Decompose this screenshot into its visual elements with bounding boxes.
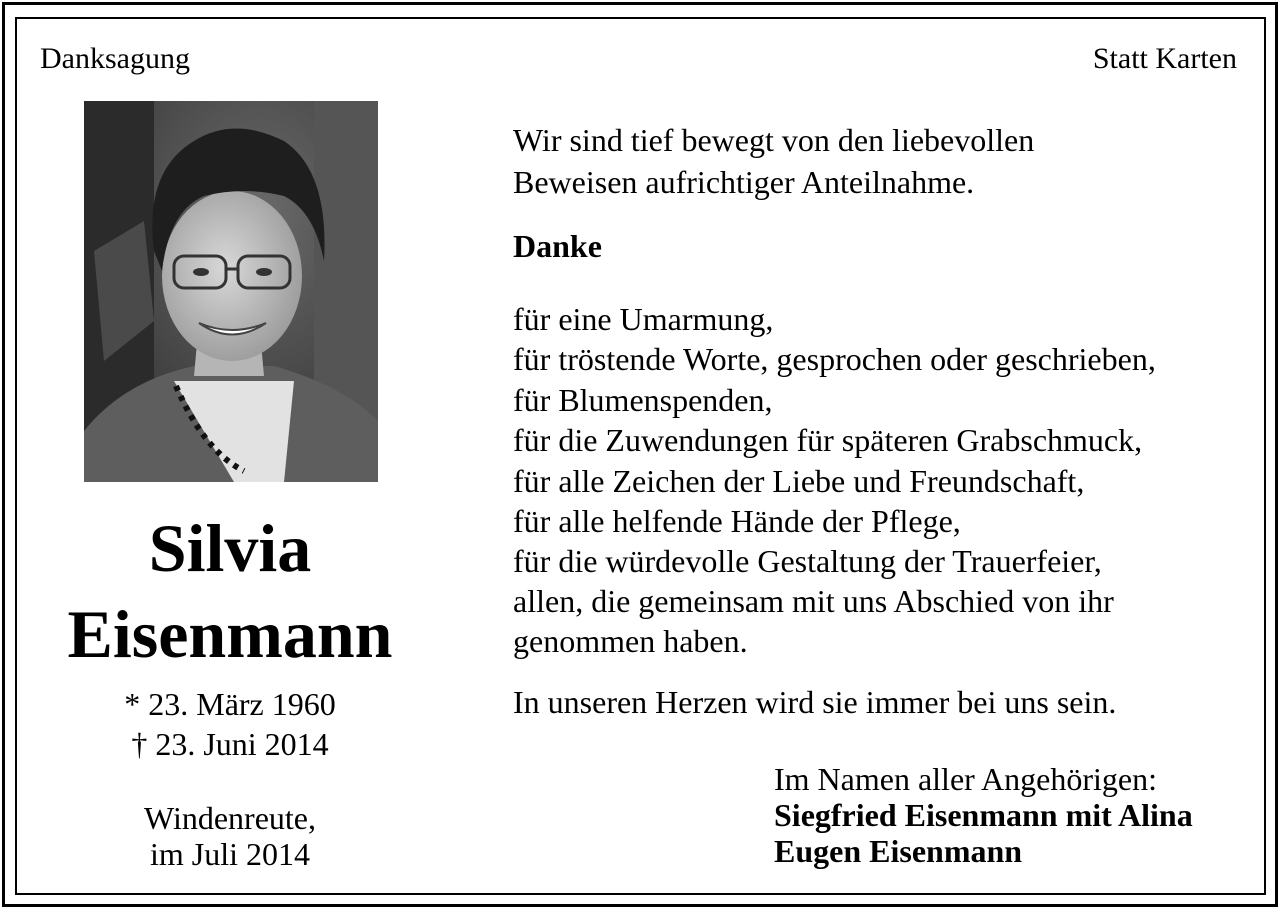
list-item: für die Zuwendungen für späteren Grabschmuck, bbox=[513, 422, 1143, 458]
deceased-last-name: Eisenmann bbox=[67, 596, 393, 672]
list-item: für alle helfende Hände der Pflege, bbox=[513, 503, 961, 539]
deceased-first-name: Silvia bbox=[148, 510, 312, 586]
list-item: für die würdevolle Gestaltung der Trauerfeier, bbox=[513, 543, 1102, 579]
list-item: für tröstende Worte, gesprochen oder geschrieben, bbox=[513, 341, 1156, 377]
list-item: allen, die gemeinsam mit uns Abschied von ihr bbox=[513, 583, 1114, 619]
place-line-2: im Juli 2014 bbox=[149, 836, 310, 872]
birth-date: * 23. März 1960 bbox=[124, 686, 336, 722]
portrait-photo-icon bbox=[84, 101, 378, 482]
message-intro-line-2: Beweisen aufrichtiger Anteilnahme. bbox=[513, 164, 975, 200]
list-item: für Blumenspenden, bbox=[513, 382, 773, 418]
header-right-label: Statt Karten bbox=[1092, 42, 1237, 75]
closing-line: In unseren Herzen wird sie immer bei uns sein. bbox=[513, 684, 1117, 720]
list-item: für eine Umarmung, bbox=[513, 301, 774, 337]
list-item: genommen haben. bbox=[513, 623, 748, 659]
portrait-photo bbox=[84, 101, 378, 482]
death-date: † 23. Juni 2014 bbox=[131, 726, 329, 762]
signature-intro: Im Namen aller Angehörigen: bbox=[774, 761, 1157, 797]
list-item: für alle Zeichen der Liebe und Freundschaft, bbox=[513, 463, 1085, 499]
place-line-1: Windenreute, bbox=[144, 800, 316, 836]
signature-name-2: Eugen Eisenmann bbox=[774, 833, 1023, 869]
header-left-label: Danksagung bbox=[40, 42, 190, 75]
signature-name-1: Siegfried Eisenmann mit Alina bbox=[774, 797, 1193, 833]
message-intro-line-1: Wir sind tief bewegt von den liebevollen bbox=[513, 122, 1035, 158]
danke-heading: Danke bbox=[513, 228, 602, 264]
